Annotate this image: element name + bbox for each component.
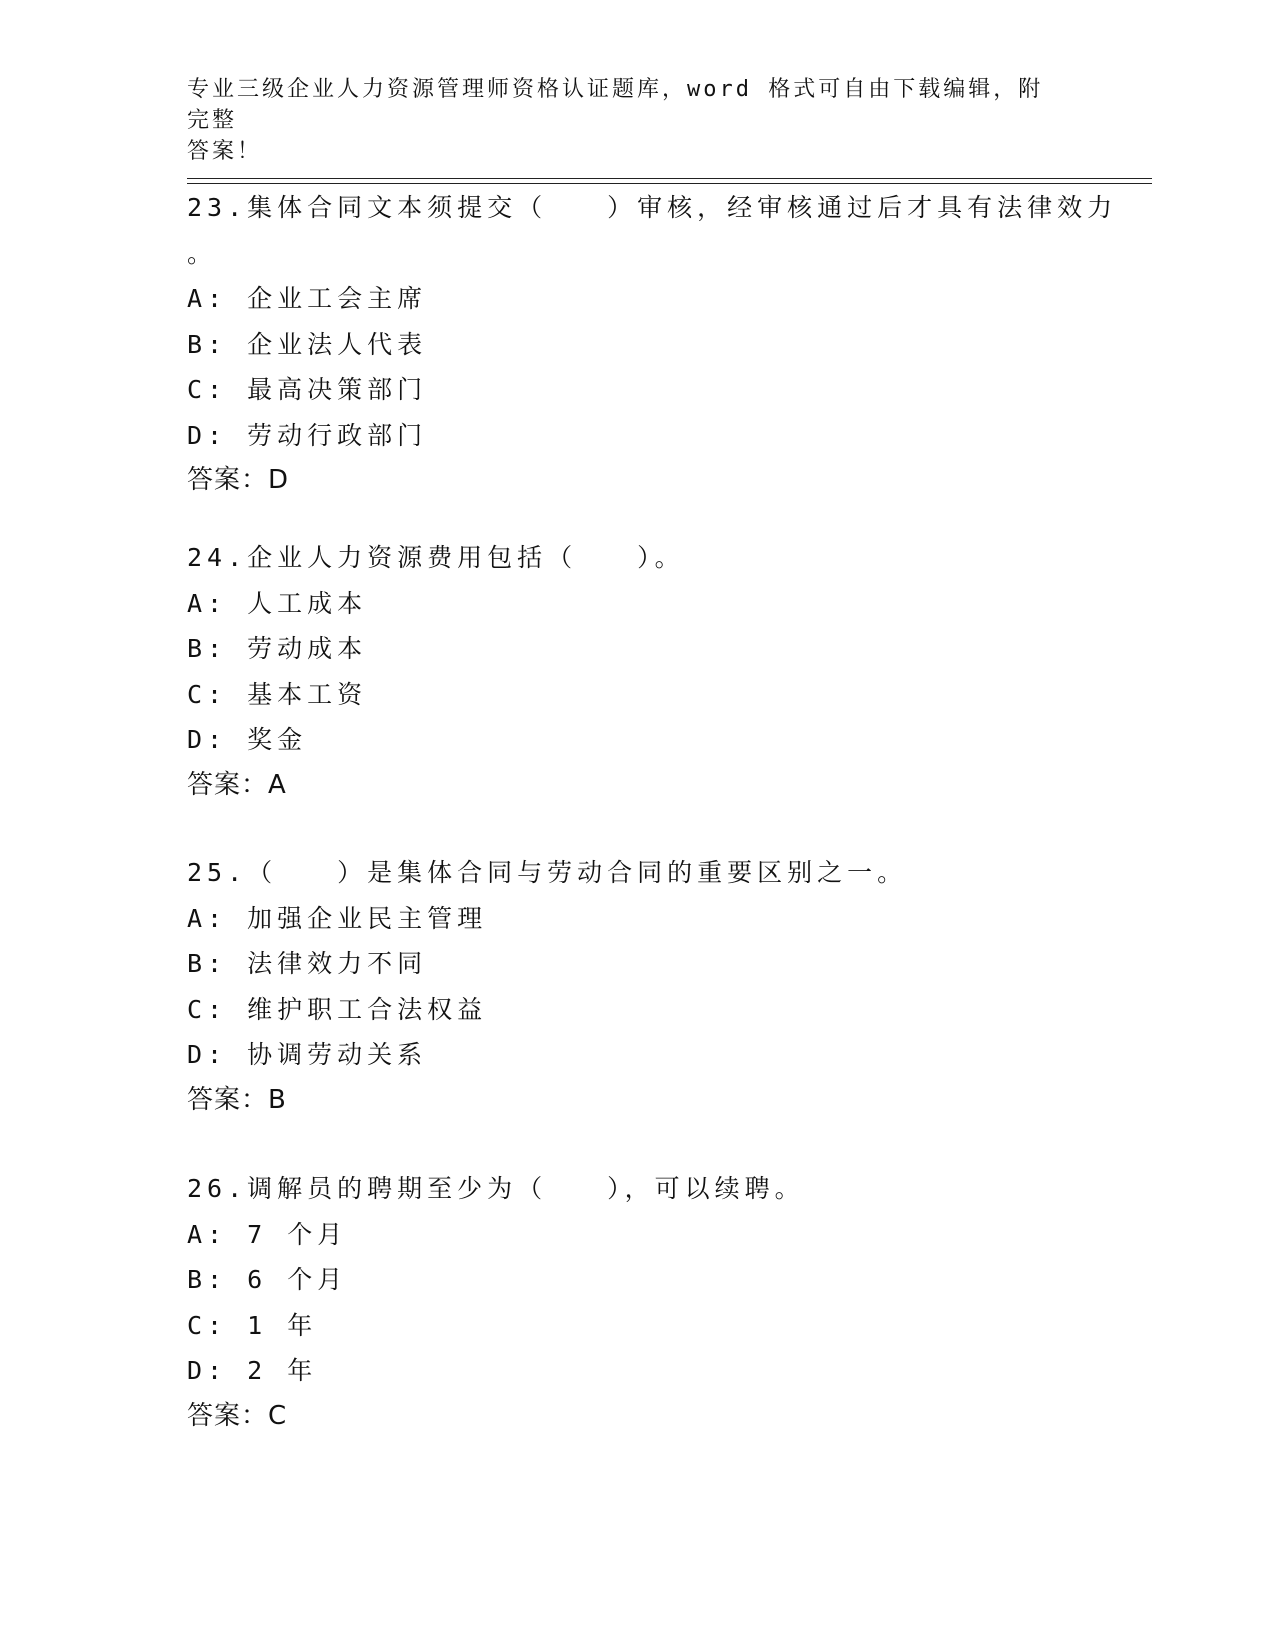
question-stem: 26.调解员的聘期至少为（ ），可以续聘。	[187, 1174, 805, 1203]
question-stem: 24.企业人力资源费用包括（ ）。	[187, 543, 685, 572]
question-stem: 23.集体合同文本须提交（ ）审核，经审核通过后才具有法律效力	[187, 193, 1118, 222]
option-c: C: 维护职工合法权益	[187, 994, 488, 1024]
option-c: C: 最高决策部门	[187, 375, 428, 404]
option-c: C: 1 年	[187, 1310, 318, 1340]
header-line-1: 专业三级企业人力资源管理师资格认证题库，word 格式可自由下载编辑，附完整	[187, 77, 1044, 133]
option-b: B: 法律效力不同	[187, 949, 428, 978]
option-d: D: 协调劳动关系	[187, 1040, 428, 1069]
question-stem: 25.（ ）是集体合同与劳动合同的重要区别之一。	[187, 858, 908, 887]
answer: 答案：D	[187, 465, 290, 495]
question-25	[187, 850, 1087, 1123]
answer: 答案：C	[187, 1400, 288, 1431]
option-a: A: 7 个月	[187, 1219, 348, 1249]
header-line-2: 答案！	[187, 139, 263, 164]
header-divider-bottom	[187, 183, 1152, 184]
question-24	[187, 535, 1087, 808]
question-stem-continuation: 。	[187, 238, 218, 268]
option-d: D: 奖金	[187, 725, 308, 754]
answer: 答案：A	[187, 769, 287, 800]
option-b: B: 劳动成本	[187, 634, 368, 663]
answer: 答案：B	[187, 1084, 287, 1115]
option-c: C: 基本工资	[187, 679, 368, 709]
option-d: D: 2 年	[187, 1356, 318, 1385]
question-26	[187, 1166, 1087, 1439]
option-a: A: 人工成本	[187, 588, 368, 618]
option-a: A: 加强企业民主管理	[187, 903, 488, 933]
header-divider-top	[187, 178, 1152, 179]
option-b: B: 6 个月	[187, 1265, 348, 1294]
document-header	[187, 74, 1067, 167]
option-b: B: 企业法人代表	[187, 329, 428, 359]
option-d: D: 劳动行政部门	[187, 420, 428, 450]
option-a: A: 企业工会主席	[187, 284, 428, 313]
question-23	[187, 185, 1118, 504]
